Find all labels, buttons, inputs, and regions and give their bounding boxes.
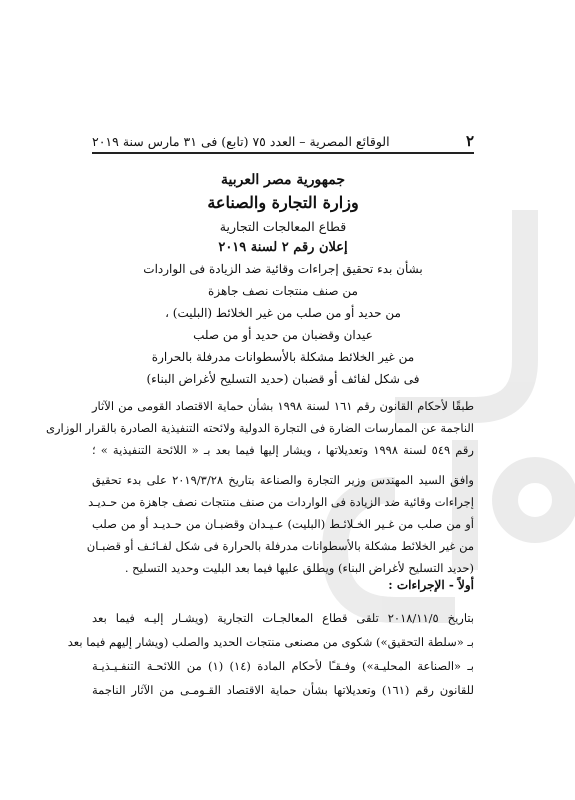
header-rule [92,152,474,154]
paragraph-line: رقم ٥٤٩ لسنة ١٩٩٨ وتعديلاتها ، ويشار إليها فيما بعد بـ « اللائحة التنفيذية » ؛ [92,443,474,457]
country-title: جمهورية مصر العربية [221,172,345,188]
subject-line: عيدان وقضبان من حديد أو من صلب [193,328,373,342]
paragraph-line: بتاريخ ٢٠١٨/١١/٥ تلقى قطاع المعالجـات التجارية (ويشـار إليـه فيما بعد [92,611,474,625]
paragraph-line: طبقًا لأحكام القانون رقم ١٦١ لسنة ١٩٩٨ بشأن حماية الاقتصاد القومى من الآثار [92,399,474,413]
subject-line: من غير الخلائط مشكلة بالأسطوانات مدرفلة بالحرارة [151,350,415,364]
ministry-title: وزارة التجارة والصناعة [207,193,359,212]
section-heading: أولاً - الإجراءات : [388,578,474,592]
paragraph-line: (حديد التسليح لأغراض البناء) ويطلق عليها فيما بعد البليت وحديد التسليح . [124,561,474,575]
paragraph-line: إجراءات وقائية ضد الزيادة فى الواردات من صنف منتجات نصف جاهزة من حـديـد [88,495,474,509]
subject-line: من صنف منتجات نصف جاهزة [208,284,358,298]
paragraph-line: أو من صلب من غـير الخـلائـط (البليت) عـيـدان وقضبـان من حـديـد أو من صلب [92,517,474,531]
sector-title: قطاع المعالجات التجارية [219,219,347,234]
paragraph-line: للقانون رقم (١٦١) وتعديلاتها بشأن حماية الاقتصاد القـومـى من الآثار الناجمة [92,683,474,697]
page-header [92,132,474,150]
subject-line: فى شكل لفائف أو قضبان (حديد التسليح لأغراض البناء) [146,372,420,386]
subject-line: بشأن بدء تحقيق إجراءات وقائية ضد الزيادة فى الواردات [143,262,423,276]
paragraph-line: الناجمة عن الممارسات الضارة فى التجارة الدولية ولائحته التنفيذية الصادرة بالقرار الوزارى [45,421,474,435]
publication-line: الوقائع المصرية – العدد ٧٥ (تابع) فى ٣١ مارس سنة ٢٠١٩ [92,134,390,149]
paragraph-line: بـ «الصناعة المحليـة») وفـقـًا لأحكام المادة (١٤) (١) من اللائحـة التنفـيـذيـة [92,659,474,673]
paragraph-line: بـ «سلطة التحقيق») شكوى من مصنعى منتجات الحديد والصلب (ويشار إليهم فيما بعد [67,635,474,649]
page-number: ٢ [465,132,474,150]
subject-line: من حديد أو من صلب من غير الخلائط (البليت) ، [165,306,401,320]
paragraph-line: من غير الخلائط مشكلة بالأسطوانات مدرفلة بالحرارة فى شكل لفـائـف أو قضبـان [86,539,474,553]
announcement-title: إعلان رقم ٢ لسنة ٢٠١٩ [218,240,348,255]
paragraph-line: وافق السيد المهندس وزير التجارة والصناعة بتاريخ ٢٠١٩/٣/٢٨ على بدء تحقيق [92,473,474,487]
